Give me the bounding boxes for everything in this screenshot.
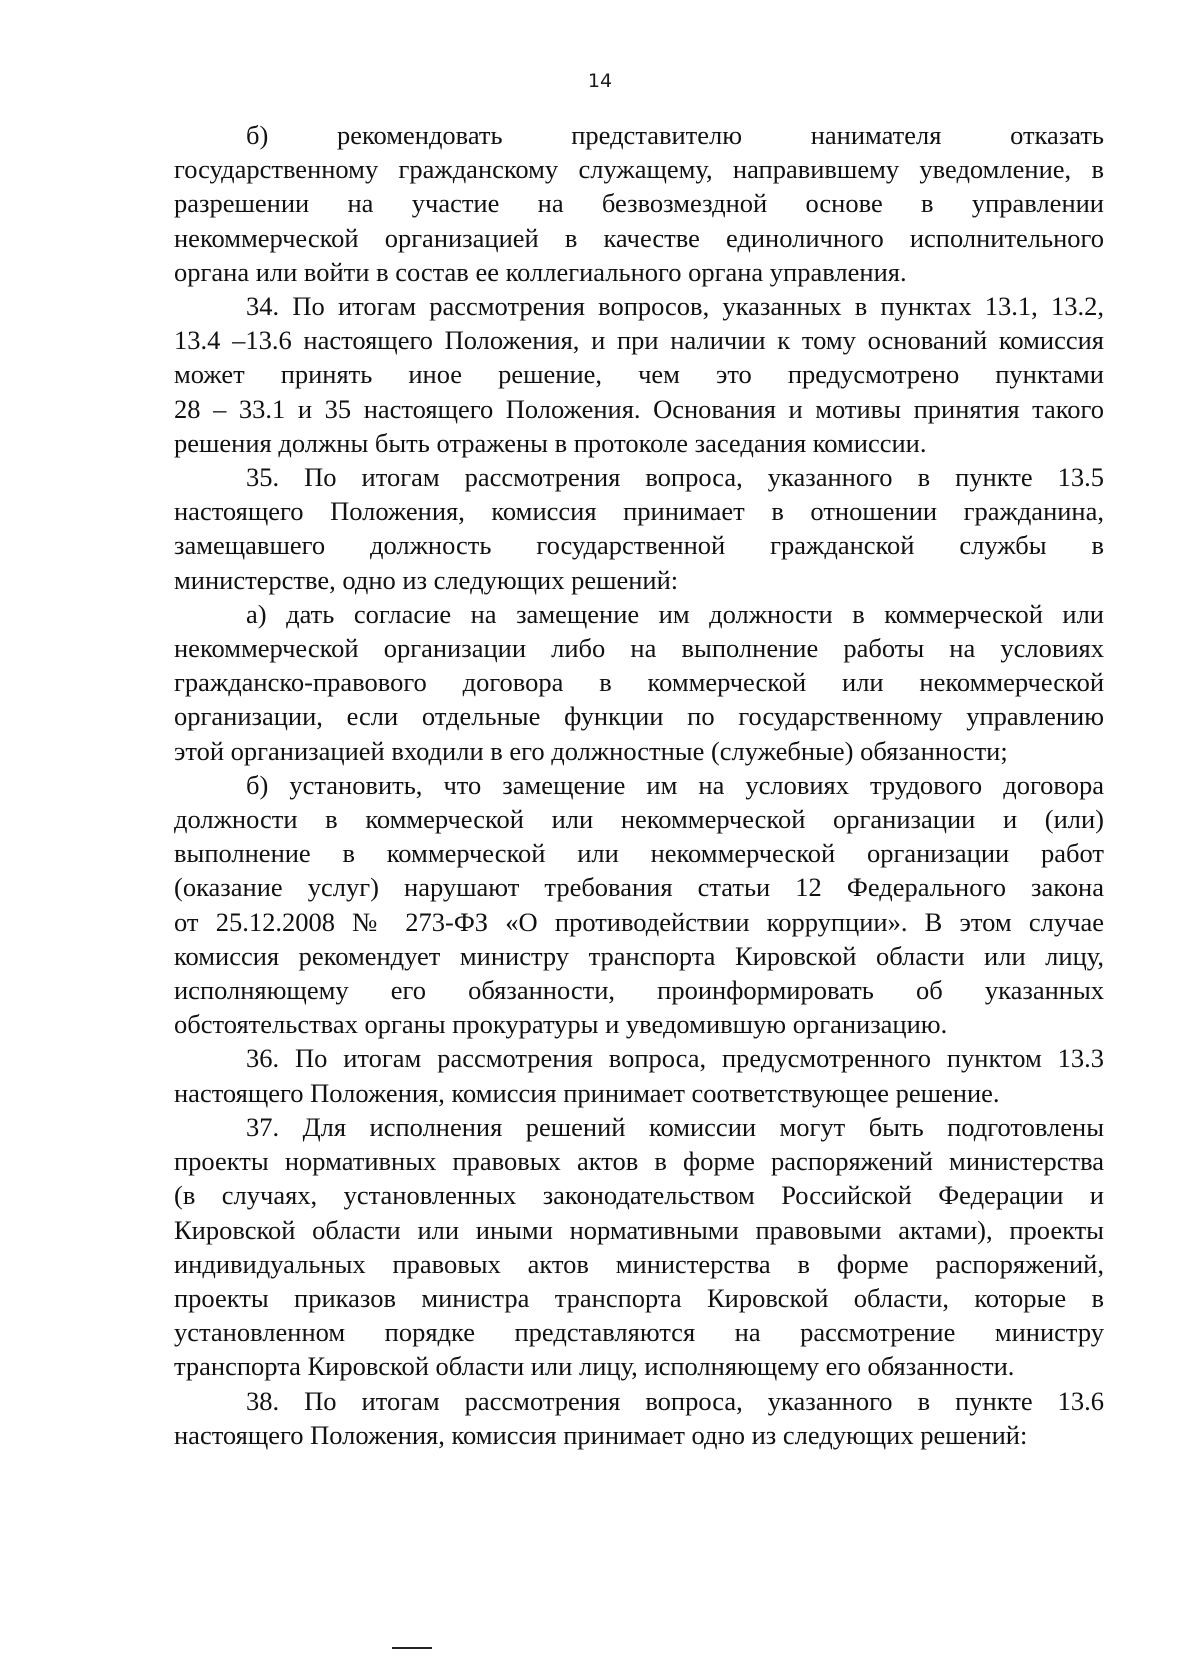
text-line: (оказание услуг) нарушают требования статьи 12 Федерального закона (174, 872, 1104, 903)
text-line: проекты нормативных правовых актов в форме распоряжений министерства (174, 1146, 1104, 1177)
text-line: комиссия рекомендует министру транспорта Кировской области или лицу, (174, 940, 1104, 971)
footer-mark (392, 1647, 432, 1649)
text-line: (в случаях, установленных законодательством Российской Федерации и (174, 1180, 1104, 1211)
text-line: 28 – 33.1 и 35 настоящего Положения. Основания и мотивы принятия такого (174, 393, 1104, 424)
text-line: 13.4 –13.6 настоящего Положения, и при наличии к тому оснований комиссия (174, 325, 1104, 356)
text-line: установленном порядке представляются на рассмотрение министру (174, 1317, 1104, 1348)
text-line: решения должны быть отражены в протоколе заседания комиссии. (174, 427, 927, 458)
text-line: обстоятельствах органы прокуратуры и уведомившую организацию. (174, 1009, 948, 1040)
text-line: государственному гражданскому служащему, направившему уведомление, в (174, 154, 1104, 185)
text-line: министерстве, одно из следующих решений: (174, 564, 679, 595)
text-line: настоящего Положения, комиссия принимает одно из следующих решений: (174, 1419, 1028, 1450)
text-line: транспорта Кировской области или лицу, исполняющему его обязанности. (174, 1351, 1015, 1382)
text-line: проекты приказов министра транспорта Кировской области, которые в (174, 1282, 1104, 1313)
document-body (174, 118, 1104, 1452)
text-line: б) установить, что замещение им на условиях трудового договора (246, 769, 1104, 800)
text-line: выполнение в коммерческой или некоммерческой организации работ (174, 838, 1104, 869)
text-line: б) рекомендовать представителю нанимателя отказать (246, 120, 1104, 150)
text-line: этой организацией входили в его должностные (служебные) обязанности; (174, 735, 1008, 766)
text-line: исполняющему его обязанности, проинформировать об указанных (174, 975, 1104, 1006)
text-line: 38. По итогам рассмотрения вопроса, указанного в пункте 13.6 (246, 1385, 1104, 1416)
page-number: 14 (587, 70, 613, 92)
text-line: может принять иное решение, чем это предусмотрено пунктами (174, 359, 1104, 390)
text-line: организации, если отдельные функции по государственному управлению (174, 701, 1104, 732)
text-line: а) дать согласие на замещение им должности в коммерческой или (246, 598, 1104, 629)
text-line: 35. По итогам рассмотрения вопроса, указанного в пункте 13.5 (246, 462, 1104, 493)
text-line: гражданско-правового договора в коммерческой или некоммерческой (174, 667, 1104, 698)
text-line: Кировской области или иными нормативными правовыми актами), проекты (174, 1214, 1104, 1245)
text-line: замещавшего должность государственной гражданской службы в (174, 530, 1104, 561)
text-line: 37. Для исполнения решений комиссии могут быть подготовлены (246, 1111, 1104, 1142)
text-line: должности в коммерческой или некоммерческой организации и (или) (174, 804, 1104, 835)
text-line: от 25.12.2008 № 273-ФЗ «О противодействии коррупции». В этом случае (174, 906, 1104, 937)
text-line: некоммерческой организации либо на выполнение работы на условиях (174, 633, 1104, 664)
text-line: 34. По итогам рассмотрения вопросов, указанных в пунктах 13.1, 13.2, (246, 291, 1104, 322)
text-line: 36. По итогам рассмотрения вопроса, предусмотренного пунктом 13.3 (246, 1043, 1104, 1074)
text-line: органа или войти в состав ее коллегиального органа управления. (174, 256, 907, 287)
text-line: настоящего Положения, комиссия принимает в отношении гражданина, (174, 496, 1104, 527)
text-line: настоящего Положения, комиссия принимает соответствующее решение. (174, 1077, 1000, 1108)
text-line: некоммерческой организацией в качестве единоличного исполнительного (174, 222, 1104, 253)
text-line: разрешении на участие на безвозмездной основе в управлении (174, 188, 1104, 219)
text-line: индивидуальных правовых актов министерства в форме распоряжений, (174, 1248, 1104, 1279)
